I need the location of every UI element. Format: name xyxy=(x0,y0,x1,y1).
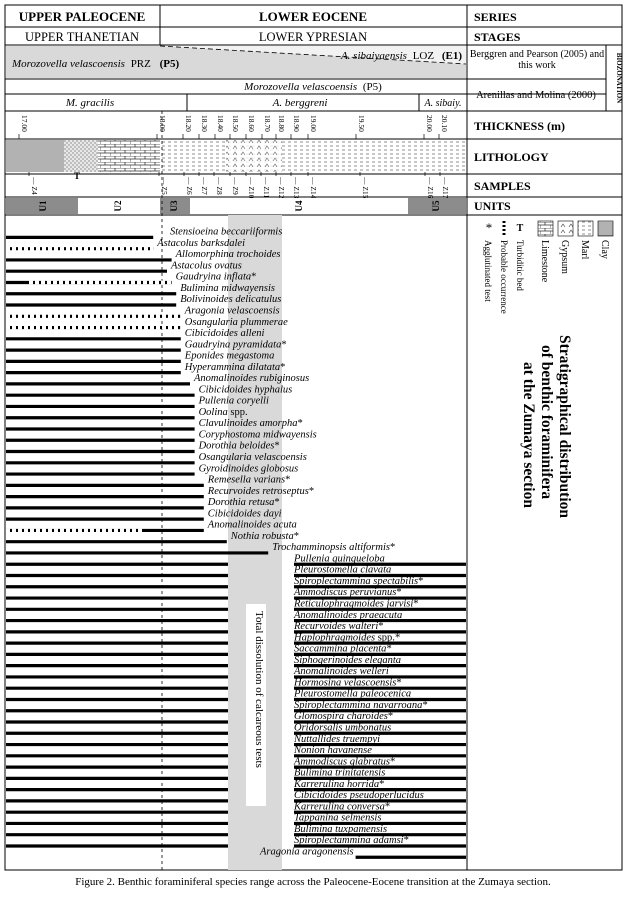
legend-star-symbol: * xyxy=(485,220,493,235)
prz-label: Morozovella velascoensis PRZ (P5) xyxy=(12,58,180,70)
species-label: Ammodiscus peruvianus* xyxy=(294,587,402,599)
species-label: Nonion havanense xyxy=(294,745,372,757)
dissolution-label: Total dissolution of calcareous tests xyxy=(253,611,265,768)
thickness-tick-label: 18.70 xyxy=(263,115,272,132)
species-label: Remesella varians* xyxy=(207,474,291,486)
species-label: Oolina spp. xyxy=(198,406,248,418)
sample-labels xyxy=(29,172,450,199)
species-label: Nuttallides truempyi xyxy=(294,733,381,745)
species-label: Karrerulina horrida* xyxy=(294,778,385,790)
litho-marl-block xyxy=(160,140,466,172)
species-label: Hyperammina dilatata* xyxy=(184,361,286,373)
lithology-legend xyxy=(483,220,613,314)
sample-label: — Z10 xyxy=(247,177,256,199)
species-label: Bulimina midwayensis xyxy=(180,282,275,294)
thickness-tick-label: 19.00 xyxy=(309,115,318,132)
legend-clay-label: Clay xyxy=(599,240,610,259)
species-label: Stensioeina beccariiformis xyxy=(170,226,283,238)
species-label: Siphogerinoides eleganta xyxy=(294,654,402,666)
chart-title-line-1: Stratigraphical distribution xyxy=(556,335,573,519)
loz-label: A. sibaiyaensis LOZ (E1) xyxy=(340,50,462,62)
sample-label: — Z15 xyxy=(361,177,370,199)
legend-marl-swatch xyxy=(578,221,593,236)
sample-label: — Z8 xyxy=(215,177,224,195)
species-label: Cibicidoides hyphalus xyxy=(198,384,293,396)
stage-upper-thanetian: UPPER THANETIAN xyxy=(24,30,140,44)
biozonation-label: BIOZONATION xyxy=(615,52,623,104)
unit-u3-label: U3 xyxy=(169,200,180,212)
legend-gypsum-swatch xyxy=(558,221,573,236)
legend-limestone-label: Limestone xyxy=(539,240,550,283)
thickness-tick-label: 18.40 xyxy=(216,115,225,132)
chart-title-line-3: at the Zumaya section xyxy=(520,362,537,508)
species-label: Nothia robusta* xyxy=(230,530,299,542)
species-label: Pleurostomella paleocenica xyxy=(294,688,412,700)
species-label: Reticulophragmoides jarvisi* xyxy=(294,598,419,610)
lithology-column xyxy=(6,140,466,181)
species-label: Recurvoides walteri* xyxy=(294,621,384,633)
legend-limestone-swatch xyxy=(538,221,553,236)
species-label: Karrerulina conversa* xyxy=(294,801,391,813)
legend-clay-swatch xyxy=(598,221,613,236)
unit-u5-label: U5 xyxy=(431,200,442,212)
thickness-tick-label: 18.60 xyxy=(247,115,256,132)
species-label: Haplophragmoides spp.* xyxy=(294,632,401,644)
thickness-tick-label: 18.90 xyxy=(292,115,301,132)
sample-label: — Z12 xyxy=(277,177,286,199)
species-label: Cibicidoides pseudoperlucidus xyxy=(294,790,424,802)
sample-label: — Z7 xyxy=(200,177,209,195)
species-label: Hormosina velascoensis* xyxy=(294,677,402,689)
label-units: UNITS xyxy=(474,199,511,213)
label-series: SERIES xyxy=(474,10,517,24)
thickness-tick-label: 17.00 xyxy=(20,115,29,132)
sample-label: — Z11 xyxy=(262,177,271,199)
species-label: Gyroidinoides globosus xyxy=(198,463,299,475)
sample-label: — Z5 xyxy=(160,177,169,195)
litho-gypsum-band xyxy=(226,140,282,172)
legend-probable-label: Probable occurrence xyxy=(499,240,509,314)
species-label: Anomalinoides praeacuta xyxy=(294,609,403,621)
species-label: Clavulinoides amorpha* xyxy=(198,418,303,430)
species-label: Bolivinoides delicatulus xyxy=(180,294,282,306)
species-label: Anomalinoides acuta xyxy=(207,519,297,531)
ref1-label: Berggren and Pearson (2005) and this work xyxy=(469,49,605,71)
species-label: Oridorsalis umbonatus xyxy=(294,722,392,734)
unit-u1-label: U1 xyxy=(38,200,49,212)
unit-u2-label: U2 xyxy=(113,200,124,212)
sample-label: — Z17 xyxy=(441,177,450,199)
legend-marl-label: Marl xyxy=(579,240,590,260)
sample-label: — Z4 xyxy=(30,177,39,195)
species-label: Pleurostomella clavata xyxy=(294,564,392,576)
species-label: Eponides megastoma xyxy=(184,350,275,362)
species-label: Tappanina selmensis xyxy=(294,812,382,824)
stage-lower-ypresian: LOWER YPRESIAN xyxy=(258,30,368,44)
species-label: Cibicidoides alleni xyxy=(184,328,265,340)
species-label: Astacolus ovatus xyxy=(171,260,242,272)
legend-turbiditic-label: Turbiditic bed xyxy=(515,240,525,291)
thickness-tick-label: 20.00 xyxy=(425,115,434,132)
label-stages: STAGES xyxy=(474,30,521,44)
zone-gracilis: M. gracilis xyxy=(65,97,115,109)
species-label: Spiroplectammina adamsi* xyxy=(294,835,409,847)
species-label: Allomorphina trochoides xyxy=(175,249,281,261)
litho-limestone-block xyxy=(98,140,160,172)
legend-gypsum-label: Gypsum xyxy=(559,240,570,274)
sample-label: — Z6 xyxy=(185,177,194,195)
species-label: Cibicidoides dayi xyxy=(207,508,282,520)
p5-zone-label: Morozovella velascoensis (P5) xyxy=(244,81,382,93)
species-label: Dorothia beloides* xyxy=(198,440,280,452)
species-label: Recurvoides retroseptus* xyxy=(207,485,315,497)
sample-label: — Z13 xyxy=(292,177,301,199)
species-label: Coryphostoma midwayensis xyxy=(198,429,317,441)
legend-agglutinated-label: Agglutinated test xyxy=(483,240,493,302)
species-label: Dorothia retusa* xyxy=(207,497,280,509)
species-label: Saccammina placenta* xyxy=(294,643,392,655)
species-label: Pullenia quinqueloba xyxy=(294,553,385,565)
unit-u4-label: U4 xyxy=(294,200,305,212)
species-label: Bulimina tuxpamensis xyxy=(294,823,388,835)
species-label: Gaudryina pyramidata* xyxy=(184,339,287,351)
thickness-tick-label: 20.10 xyxy=(440,115,449,132)
species-label: Anomalinoides welleri xyxy=(294,666,389,678)
figure-caption: Figure 2. Benthic foraminiferal species range across the Paleocene-Eocene transition at the Zumaya section. xyxy=(75,876,551,888)
species-label: Spiroplectammina navarroana* xyxy=(294,699,428,711)
ref1-box xyxy=(468,46,606,78)
species-label: Pullenia coryelli xyxy=(198,395,269,407)
legend-t-symbol: T xyxy=(516,223,524,234)
species-label: Osangularia plummerae xyxy=(184,316,288,328)
sample-label: — Z16 xyxy=(426,177,435,199)
species-label: Aragonia velascoensis xyxy=(184,305,280,317)
thickness-tick-label: 19.50 xyxy=(357,115,366,132)
zone-sibaiy: A. sibaiy. xyxy=(424,98,462,109)
litho-clay-block xyxy=(6,140,64,172)
thickness-tick-label: 18.30 xyxy=(200,115,209,132)
species-label: Trochamminopsis altiformis* xyxy=(272,542,396,554)
litho-turbidite-block xyxy=(64,140,98,172)
chart-title-line-2: of benthic foraminifera xyxy=(538,345,555,500)
label-samples: SAMPLES xyxy=(474,179,531,193)
thickness-tick-label: 18.80 xyxy=(277,115,286,132)
label-thickness: THICKNESS (m) xyxy=(474,119,566,133)
species-label: Gaudryina inflata* xyxy=(175,271,257,283)
species-label: Astacolus barksdalei xyxy=(157,237,245,249)
thickness-tick-label: 18.50 xyxy=(231,115,240,132)
thickness-ticks xyxy=(19,115,449,139)
ref2-label: Arenillas and Molina (2000) xyxy=(476,90,596,101)
units-row xyxy=(6,198,466,214)
species-label: Anomalinoides rubiginosus xyxy=(194,373,310,385)
species-label: Bulimina trinitatensis xyxy=(294,767,386,779)
zone-berggreni: A. berggreni xyxy=(272,97,328,109)
chart-title xyxy=(520,335,573,518)
series-upper-paleocene: UPPER PALEOCENE xyxy=(18,9,146,24)
species-label: Spiroplectammina spectabilis* xyxy=(294,575,424,587)
species-label: Ammodiscus glabratus* xyxy=(294,756,396,768)
species-label: Osangularia velascoensis xyxy=(198,452,307,463)
thickness-tick-label: 18.20 xyxy=(184,115,193,132)
thickness-tick-label: 18.00 xyxy=(158,115,167,132)
sample-label: — Z14 xyxy=(309,177,318,199)
sample-label: — Z9 xyxy=(231,177,240,195)
species-label: Aragonia aragonensis xyxy=(259,846,354,858)
turbidite-t-mark: T xyxy=(74,171,81,181)
series-lower-eocene: LOWER EOCENE xyxy=(259,9,367,24)
label-lithology: LITHOLOGY xyxy=(474,150,549,164)
species-label: Glomospira charoides* xyxy=(294,711,394,723)
